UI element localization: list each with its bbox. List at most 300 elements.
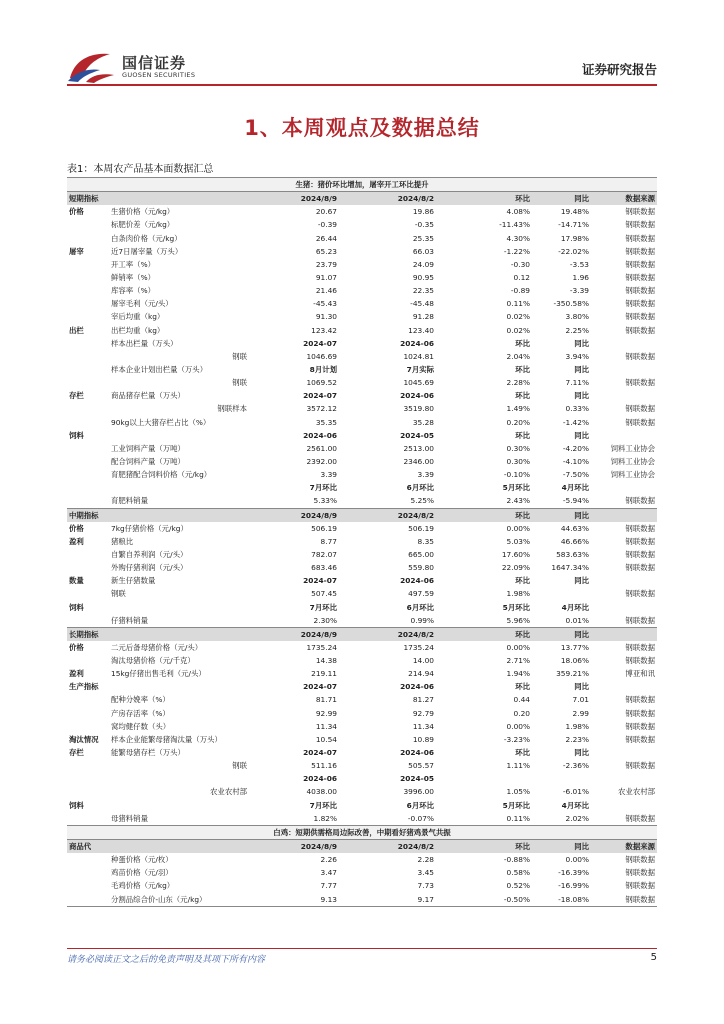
cell-value-current: 20.67 [315, 207, 337, 217]
cell-yoy-change: 1.96 [572, 272, 589, 282]
table-row [67, 574, 657, 587]
cell-value-current: 683.46 [311, 563, 337, 573]
table-row [67, 654, 657, 667]
cell-yoy-change: 4月环比 [561, 602, 589, 612]
cell-indicator: 毛鸡价格（元/kg） [111, 881, 175, 891]
cell-value-current: 8月计划 [309, 364, 337, 374]
cell-mom-change: 22.09% [501, 563, 530, 573]
cell-value-current: 219.11 [311, 669, 337, 679]
table-row [67, 601, 657, 614]
cell-yoy-change: 44.63% [560, 523, 589, 533]
cell-mom-change: 4.30% [506, 233, 530, 243]
cell-data-source: 农业农村部 [618, 787, 655, 797]
section-band-title: 生猪：猪价环比增加，屠宰开工环比提升 [295, 180, 429, 189]
table-header-row [67, 839, 657, 853]
cell-category: 存栏 [69, 748, 84, 758]
cell-value-previous: 3.39 [417, 470, 434, 480]
cell-value-previous: 6月环比 [406, 483, 434, 493]
cell-value-previous: -0.07% [407, 813, 434, 823]
cell-value-previous: -45.48 [410, 299, 434, 309]
cell-value-current: 26.44 [315, 233, 337, 243]
cell-mom-change: 5月环比 [502, 483, 530, 493]
cell-yoy-change: 3.94% [565, 351, 589, 361]
cell-data-source: 钢联数据 [625, 417, 655, 427]
cell-category: 价格 [69, 642, 84, 652]
cell-mom-change: 环比 [515, 629, 530, 639]
cell-mom-change: 0.00% [506, 523, 530, 533]
cell-value-previous: 2024-06 [400, 576, 434, 586]
table-header-row [67, 627, 657, 641]
cell-mom-change: 0.02% [506, 325, 530, 335]
cell-indicator: 开工率（%） [111, 259, 155, 269]
cell-yoy-change: 同比 [574, 194, 589, 204]
cell-data-source: 钢联数据 [625, 220, 655, 230]
cell-value-current: 2561.00 [306, 443, 337, 453]
cell-mom-change: 0.02% [506, 312, 530, 322]
table-row [67, 363, 657, 376]
cell-value-current: 123.42 [311, 325, 337, 335]
cell-value-current: 7月环比 [309, 602, 337, 612]
cell-yoy-change: 13.77% [560, 642, 589, 652]
cell-sub-source: 钢联 [232, 351, 247, 361]
cell-data-source: 钢联数据 [625, 813, 655, 823]
cell-indicator: 鸡苗价格（元/羽） [111, 868, 173, 878]
cell-yoy-change: 19.48% [560, 207, 589, 217]
cell-mom-change: 环比 [515, 576, 530, 586]
cell-mom-change: 0.00% [506, 642, 530, 652]
cell-value-current: 2024-07 [303, 748, 337, 758]
cell-indicator: 新生仔猪数量 [111, 576, 156, 586]
data-table [67, 177, 657, 907]
cell-yoy-change: 2.23% [565, 734, 589, 744]
cell-value-previous: 10.89 [412, 734, 434, 744]
cell-yoy-change: -5.94% [562, 496, 589, 506]
table-row [67, 866, 657, 879]
cell-data-source: 钢联数据 [625, 615, 655, 625]
cell-value-current: 8.77 [320, 536, 337, 546]
cell-value-previous: 8.35 [417, 536, 434, 546]
cell-data-source: 钢联数据 [625, 734, 655, 744]
footer-disclaimer: 请务必阅读正文之后的免责声明及其项下所有内容 [67, 955, 266, 965]
cell-mom-change: 5月环比 [502, 800, 530, 810]
cell-data-source: 钢联数据 [625, 286, 655, 296]
cell-data-source: 钢联数据 [625, 536, 655, 546]
cell-mom-change: 5月环比 [502, 602, 530, 612]
cell-indicator: 窝均健仔数（头） [111, 721, 171, 731]
cell-indicator: 出栏均重（kg） [111, 325, 165, 335]
cell-category: 数量 [69, 576, 84, 586]
cell-yoy-change: 46.66% [560, 536, 589, 546]
table-row [67, 416, 657, 429]
cell-sub-source: 农业农村部 [210, 787, 247, 797]
page-header [0, 0, 724, 84]
cell-indicator: 近7日屠宰量（万头） [111, 246, 183, 256]
table-row [67, 494, 657, 507]
cell-indicator: 鲜销率（%） [111, 272, 155, 282]
cell-value-current: 91.07 [315, 272, 337, 282]
section-title: 1、本周观点及数据总结 [244, 116, 480, 140]
cell-data-source: 钢联数据 [625, 642, 655, 652]
table-row [67, 402, 657, 415]
cell-value-previous: 90.95 [412, 272, 434, 282]
table-row [67, 548, 657, 561]
cell-value-current: 2024-07 [303, 338, 337, 348]
cell-yoy-change: -18.08% [558, 894, 589, 904]
cell-yoy-change: -4.20% [562, 443, 589, 453]
cell-value-previous: 6月环比 [406, 602, 434, 612]
cell-indicator: 钢联 [111, 589, 126, 599]
cell-indicator: 宰后均重（kg） [111, 312, 165, 322]
cell-mom-change: 4.08% [506, 207, 530, 217]
cell-category: 淘汰情况 [69, 734, 99, 744]
table-row [67, 297, 657, 310]
table-row [67, 879, 657, 892]
cell-value-previous: 2024-06 [400, 391, 434, 401]
cell-value-previous: 2024-05 [400, 430, 434, 440]
cell-mom-change: -0.88% [503, 855, 530, 865]
cell-mom-change: 0.12 [513, 272, 530, 282]
cell-category: 短期指标 [69, 194, 99, 204]
table-row [67, 853, 657, 866]
cell-value-current: 4038.00 [306, 787, 337, 797]
cell-indicator: 分割品综合价-山东（元/kg） [111, 894, 207, 904]
cell-category: 屠宰 [69, 246, 84, 256]
cell-yoy-change: 2.02% [565, 813, 589, 823]
cell-yoy-change: 同比 [574, 430, 589, 440]
table-row [67, 205, 657, 218]
cell-value-current: 11.34 [315, 721, 337, 731]
cell-data-source: 钢联数据 [625, 589, 655, 599]
cell-mom-change: 0.30% [506, 456, 530, 466]
cell-yoy-change: 同比 [574, 576, 589, 586]
cell-value-previous: 19.86 [412, 207, 434, 217]
cell-value-previous: 25.35 [412, 233, 434, 243]
cell-data-source: 钢联数据 [625, 656, 655, 666]
cell-value-current: 7月环比 [309, 800, 337, 810]
cell-mom-change: 2.04% [506, 351, 530, 361]
cell-value-current: 2024-07 [303, 576, 337, 586]
cell-mom-change: 环比 [515, 842, 530, 852]
cell-value-current: 506.19 [311, 523, 337, 533]
cell-category: 饲料 [69, 430, 84, 440]
table-caption: 表1：本周农产品基本面数据汇总 [67, 164, 214, 175]
table-row [67, 522, 657, 535]
table-row [67, 389, 657, 402]
cell-value-current: 2024-06 [303, 430, 337, 440]
cell-yoy-change: -350.58% [553, 299, 589, 309]
cell-value-previous: 3996.00 [403, 787, 434, 797]
cell-indicator: 配种分娩率（%） [111, 695, 170, 705]
cell-value-previous: 81.27 [412, 695, 434, 705]
cell-value-current: -45.43 [313, 299, 337, 309]
cell-mom-change: 1.05% [506, 787, 530, 797]
table-row [67, 812, 657, 825]
cell-value-previous: 2024/8/2 [397, 194, 434, 204]
cell-data-source: 钢联数据 [625, 207, 655, 217]
cell-yoy-change: -22.02% [558, 246, 589, 256]
cell-value-current: 2.26 [320, 855, 337, 865]
table-row [67, 232, 657, 245]
cell-value-current: 782.07 [311, 549, 337, 559]
cell-mom-change: -0.89 [510, 286, 530, 296]
cell-data-source: 钢联数据 [625, 894, 655, 904]
cell-yoy-change: 0.33% [565, 404, 589, 414]
cell-indicator: 样本企业能繁母猪淘汰量（万头） [111, 734, 222, 744]
cell-value-current: 2024/8/9 [300, 510, 337, 520]
cell-sub-source: 钢联样本 [217, 404, 247, 414]
cell-data-source: 钢联数据 [625, 868, 655, 878]
cell-value-previous: 3.45 [417, 868, 434, 878]
cell-indicator: 生猪价格（元/kg） [111, 207, 175, 217]
cell-yoy-change: 同比 [574, 748, 589, 758]
table-row [67, 759, 657, 772]
cell-yoy-change: -6.01% [562, 787, 589, 797]
table-row [67, 785, 657, 798]
cell-indicator: 样本出栏量（万头） [111, 338, 178, 348]
cell-value-current: 23.79 [315, 259, 337, 269]
cell-value-previous: 2513.00 [403, 443, 434, 453]
table-row [67, 481, 657, 494]
cell-value-previous: 2024-06 [400, 338, 434, 348]
cell-mom-change: -3.23% [503, 734, 530, 744]
cell-yoy-change: 3.80% [565, 312, 589, 322]
table-row [67, 218, 657, 231]
cell-category: 出栏 [69, 325, 84, 335]
cell-value-current: 14.38 [315, 656, 337, 666]
cell-value-current: 2392.00 [306, 456, 337, 466]
cell-value-current: 3572.12 [306, 404, 337, 414]
cell-indicator: 15kg仔猪出售毛利（元/头） [111, 669, 206, 679]
cell-mom-change: -0.30 [510, 259, 530, 269]
cell-value-previous: 123.40 [408, 325, 434, 335]
cell-value-current: 2024/8/9 [300, 842, 337, 852]
cell-data-source: 钢联数据 [625, 378, 655, 388]
cell-mom-change: 1.98% [506, 589, 530, 599]
cell-indicator: 淘汰母猪价格（元/千克） [111, 656, 195, 666]
cell-data-source: 钢联数据 [625, 312, 655, 322]
cell-value-previous: 1024.81 [403, 351, 434, 361]
cell-yoy-change: 同比 [574, 629, 589, 639]
table-row [67, 258, 657, 271]
cell-data-source: 饲料工业协会 [610, 443, 655, 453]
cell-mom-change: 2.71% [506, 656, 530, 666]
cell-value-previous: 506.19 [408, 523, 434, 533]
cell-data-source: 钢联数据 [625, 855, 655, 865]
cell-value-previous: 7月实际 [406, 364, 434, 374]
table-row [67, 733, 657, 746]
cell-value-previous: 92.79 [412, 708, 434, 718]
cell-value-current: 507.45 [311, 589, 337, 599]
cell-category: 存栏 [69, 391, 84, 401]
table-row [67, 284, 657, 297]
cell-mom-change: 0.00% [506, 721, 530, 731]
cell-mom-change: 0.20% [506, 417, 530, 427]
cell-yoy-change: 同比 [574, 364, 589, 374]
cell-value-current: 2024/8/9 [300, 194, 337, 204]
cell-yoy-change: 同比 [574, 391, 589, 401]
cell-mom-change: 环比 [515, 338, 530, 348]
table-row [67, 429, 657, 442]
table-row [67, 376, 657, 389]
cell-value-previous: 214.94 [408, 669, 434, 679]
cell-value-previous: 22.35 [412, 286, 434, 296]
cell-mom-change: 环比 [515, 510, 530, 520]
cell-yoy-change: -3.53 [569, 259, 589, 269]
cell-value-previous: 11.34 [412, 721, 434, 731]
cell-value-previous: 14.00 [412, 656, 434, 666]
cell-data-source: 钢联数据 [625, 695, 655, 705]
cell-indicator: 能繁母猪存栏（万头） [111, 748, 185, 758]
table-header-row [67, 191, 657, 205]
cell-yoy-change: 同比 [574, 842, 589, 852]
cell-data-source: 钢联数据 [625, 246, 655, 256]
cell-data-source: 数据来源 [625, 842, 655, 852]
cell-category: 长期指标 [69, 629, 99, 639]
cell-value-current: 2024/8/9 [300, 629, 337, 639]
logo-text-en: GUOSEN SECURITIES [122, 71, 196, 79]
cell-mom-change: 17.60% [501, 549, 530, 559]
cell-yoy-change: 18.06% [560, 656, 589, 666]
table-row [67, 893, 657, 907]
cell-category: 中期指标 [69, 510, 99, 520]
cell-value-previous: 2.28 [417, 855, 434, 865]
cell-value-previous: 7.73 [417, 881, 434, 891]
cell-value-current: 2024-07 [303, 391, 337, 401]
cell-yoy-change: 0.01% [565, 615, 589, 625]
cell-indicator: 种蛋价格（元/枚） [111, 855, 173, 865]
cell-mom-change: 1.49% [506, 404, 530, 414]
table-row [67, 680, 657, 693]
cell-yoy-change: 同比 [574, 510, 589, 520]
cell-category: 商品代 [69, 842, 92, 852]
cell-indicator: 样本企业计划出栏量（万头） [111, 364, 208, 374]
page-number: 5 [650, 952, 657, 963]
cell-indicator: 90kg以上大猪存栏占比（%） [111, 417, 211, 427]
cell-yoy-change: 0.00% [565, 855, 589, 865]
cell-value-current: 2.30% [313, 615, 337, 625]
cell-yoy-change: -1.42% [562, 417, 589, 427]
cell-value-current: 3.39 [320, 470, 337, 480]
table-row [67, 746, 657, 759]
cell-value-previous: 0.99% [410, 615, 434, 625]
table-row [67, 455, 657, 468]
cell-value-previous: 2024/8/2 [397, 510, 434, 520]
cell-value-previous: 2024/8/2 [397, 629, 434, 639]
cell-yoy-change: -7.50% [562, 470, 589, 480]
cell-value-current: 3.47 [320, 868, 337, 878]
table-row [67, 468, 657, 481]
cell-value-previous: 1045.69 [403, 378, 434, 388]
cell-category: 盈利 [69, 669, 84, 679]
report-type-label: 证券研究报告 [581, 62, 657, 77]
cell-yoy-change: 7.11% [565, 378, 589, 388]
cell-data-source: 钢联数据 [625, 272, 655, 282]
cell-mom-change: 2.43% [506, 496, 530, 506]
cell-mom-change: 环比 [515, 364, 530, 374]
section-band [67, 825, 657, 839]
cell-mom-change: -0.50% [503, 894, 530, 904]
table-row [67, 535, 657, 548]
cell-sub-source: 钢联 [232, 761, 247, 771]
table-row [67, 720, 657, 733]
cell-category: 饲料 [69, 602, 84, 612]
cell-category: 价格 [69, 207, 84, 217]
cell-value-previous: 5.25% [410, 496, 434, 506]
table-row [67, 614, 657, 627]
table-row [67, 310, 657, 323]
cell-indicator: 商品猪存栏量（万头） [111, 391, 185, 401]
cell-indicator: 母猪料销量 [111, 813, 148, 823]
cell-indicator: 标肥价差（元/kg） [111, 220, 175, 230]
cell-mom-change: 环比 [515, 391, 530, 401]
cell-value-current: -0.39 [317, 220, 337, 230]
section-band [67, 177, 657, 191]
cell-value-current: 511.16 [311, 761, 337, 771]
cell-data-source: 饲料工业协会 [610, 470, 655, 480]
cell-mom-change: 1.11% [506, 761, 530, 771]
cell-mom-change: 0.58% [506, 868, 530, 878]
cell-value-current: 65.23 [315, 246, 337, 256]
cell-mom-change: 环比 [515, 430, 530, 440]
cell-data-source: 钢联数据 [625, 708, 655, 718]
cell-value-previous: 665.00 [408, 549, 434, 559]
table-row [67, 693, 657, 706]
cell-mom-change: 环比 [515, 194, 530, 204]
cell-indicator: 仔猪料销量 [111, 615, 148, 625]
cell-indicator: 二元后备母猪价格（元/头） [111, 642, 203, 652]
table-header-row [67, 508, 657, 522]
cell-value-previous: 2024-06 [400, 748, 434, 758]
cell-data-source: 饲料工业协会 [610, 456, 655, 466]
cell-indicator: 工业饲料产量（万吨） [111, 443, 185, 453]
cell-indicator: 配合饲料产量（万吨） [111, 456, 185, 466]
cell-value-current: 35.35 [315, 417, 337, 427]
cell-value-previous: 2024/8/2 [397, 842, 434, 852]
cell-data-source: 钢联数据 [625, 496, 655, 506]
cell-mom-change: -0.10% [503, 470, 530, 480]
guosen-logo-icon [66, 48, 116, 84]
cell-category: 价格 [69, 523, 84, 533]
cell-value-current: 1.82% [313, 813, 337, 823]
table-row [67, 641, 657, 654]
cell-value-previous: 2024-05 [400, 774, 434, 784]
table-row [67, 707, 657, 720]
cell-value-current: 7月环比 [309, 483, 337, 493]
cell-value-previous: 497.59 [408, 589, 434, 599]
table-row [67, 324, 657, 337]
cell-value-previous: 91.28 [412, 312, 434, 322]
cell-value-current: 1046.69 [306, 351, 337, 361]
cell-data-source: 钢联数据 [625, 259, 655, 269]
logo-text-cn: 国信证券 [122, 54, 187, 72]
cell-mom-change: 0.52% [506, 881, 530, 891]
header-divider [67, 84, 657, 86]
cell-value-current: 10.54 [315, 734, 337, 744]
cell-category: 盈利 [69, 536, 84, 546]
cell-data-source: 钢联数据 [625, 761, 655, 771]
table-row [67, 667, 657, 680]
cell-indicator: 屠宰毛利（元/头） [111, 299, 173, 309]
cell-data-source: 博亚和讯 [625, 669, 655, 679]
cell-value-previous: 1735.24 [403, 642, 434, 652]
cell-sub-source: 钢联 [232, 378, 247, 388]
cell-indicator: 自繁自养利润（元/头） [111, 549, 188, 559]
cell-mom-change: -1.22% [503, 246, 530, 256]
cell-yoy-change: -3.39 [569, 286, 589, 296]
cell-indicator: 育肥猪配合饲料价格（元/kg） [111, 470, 212, 480]
cell-mom-change: -11.43% [499, 220, 530, 230]
cell-yoy-change: 同比 [574, 338, 589, 348]
